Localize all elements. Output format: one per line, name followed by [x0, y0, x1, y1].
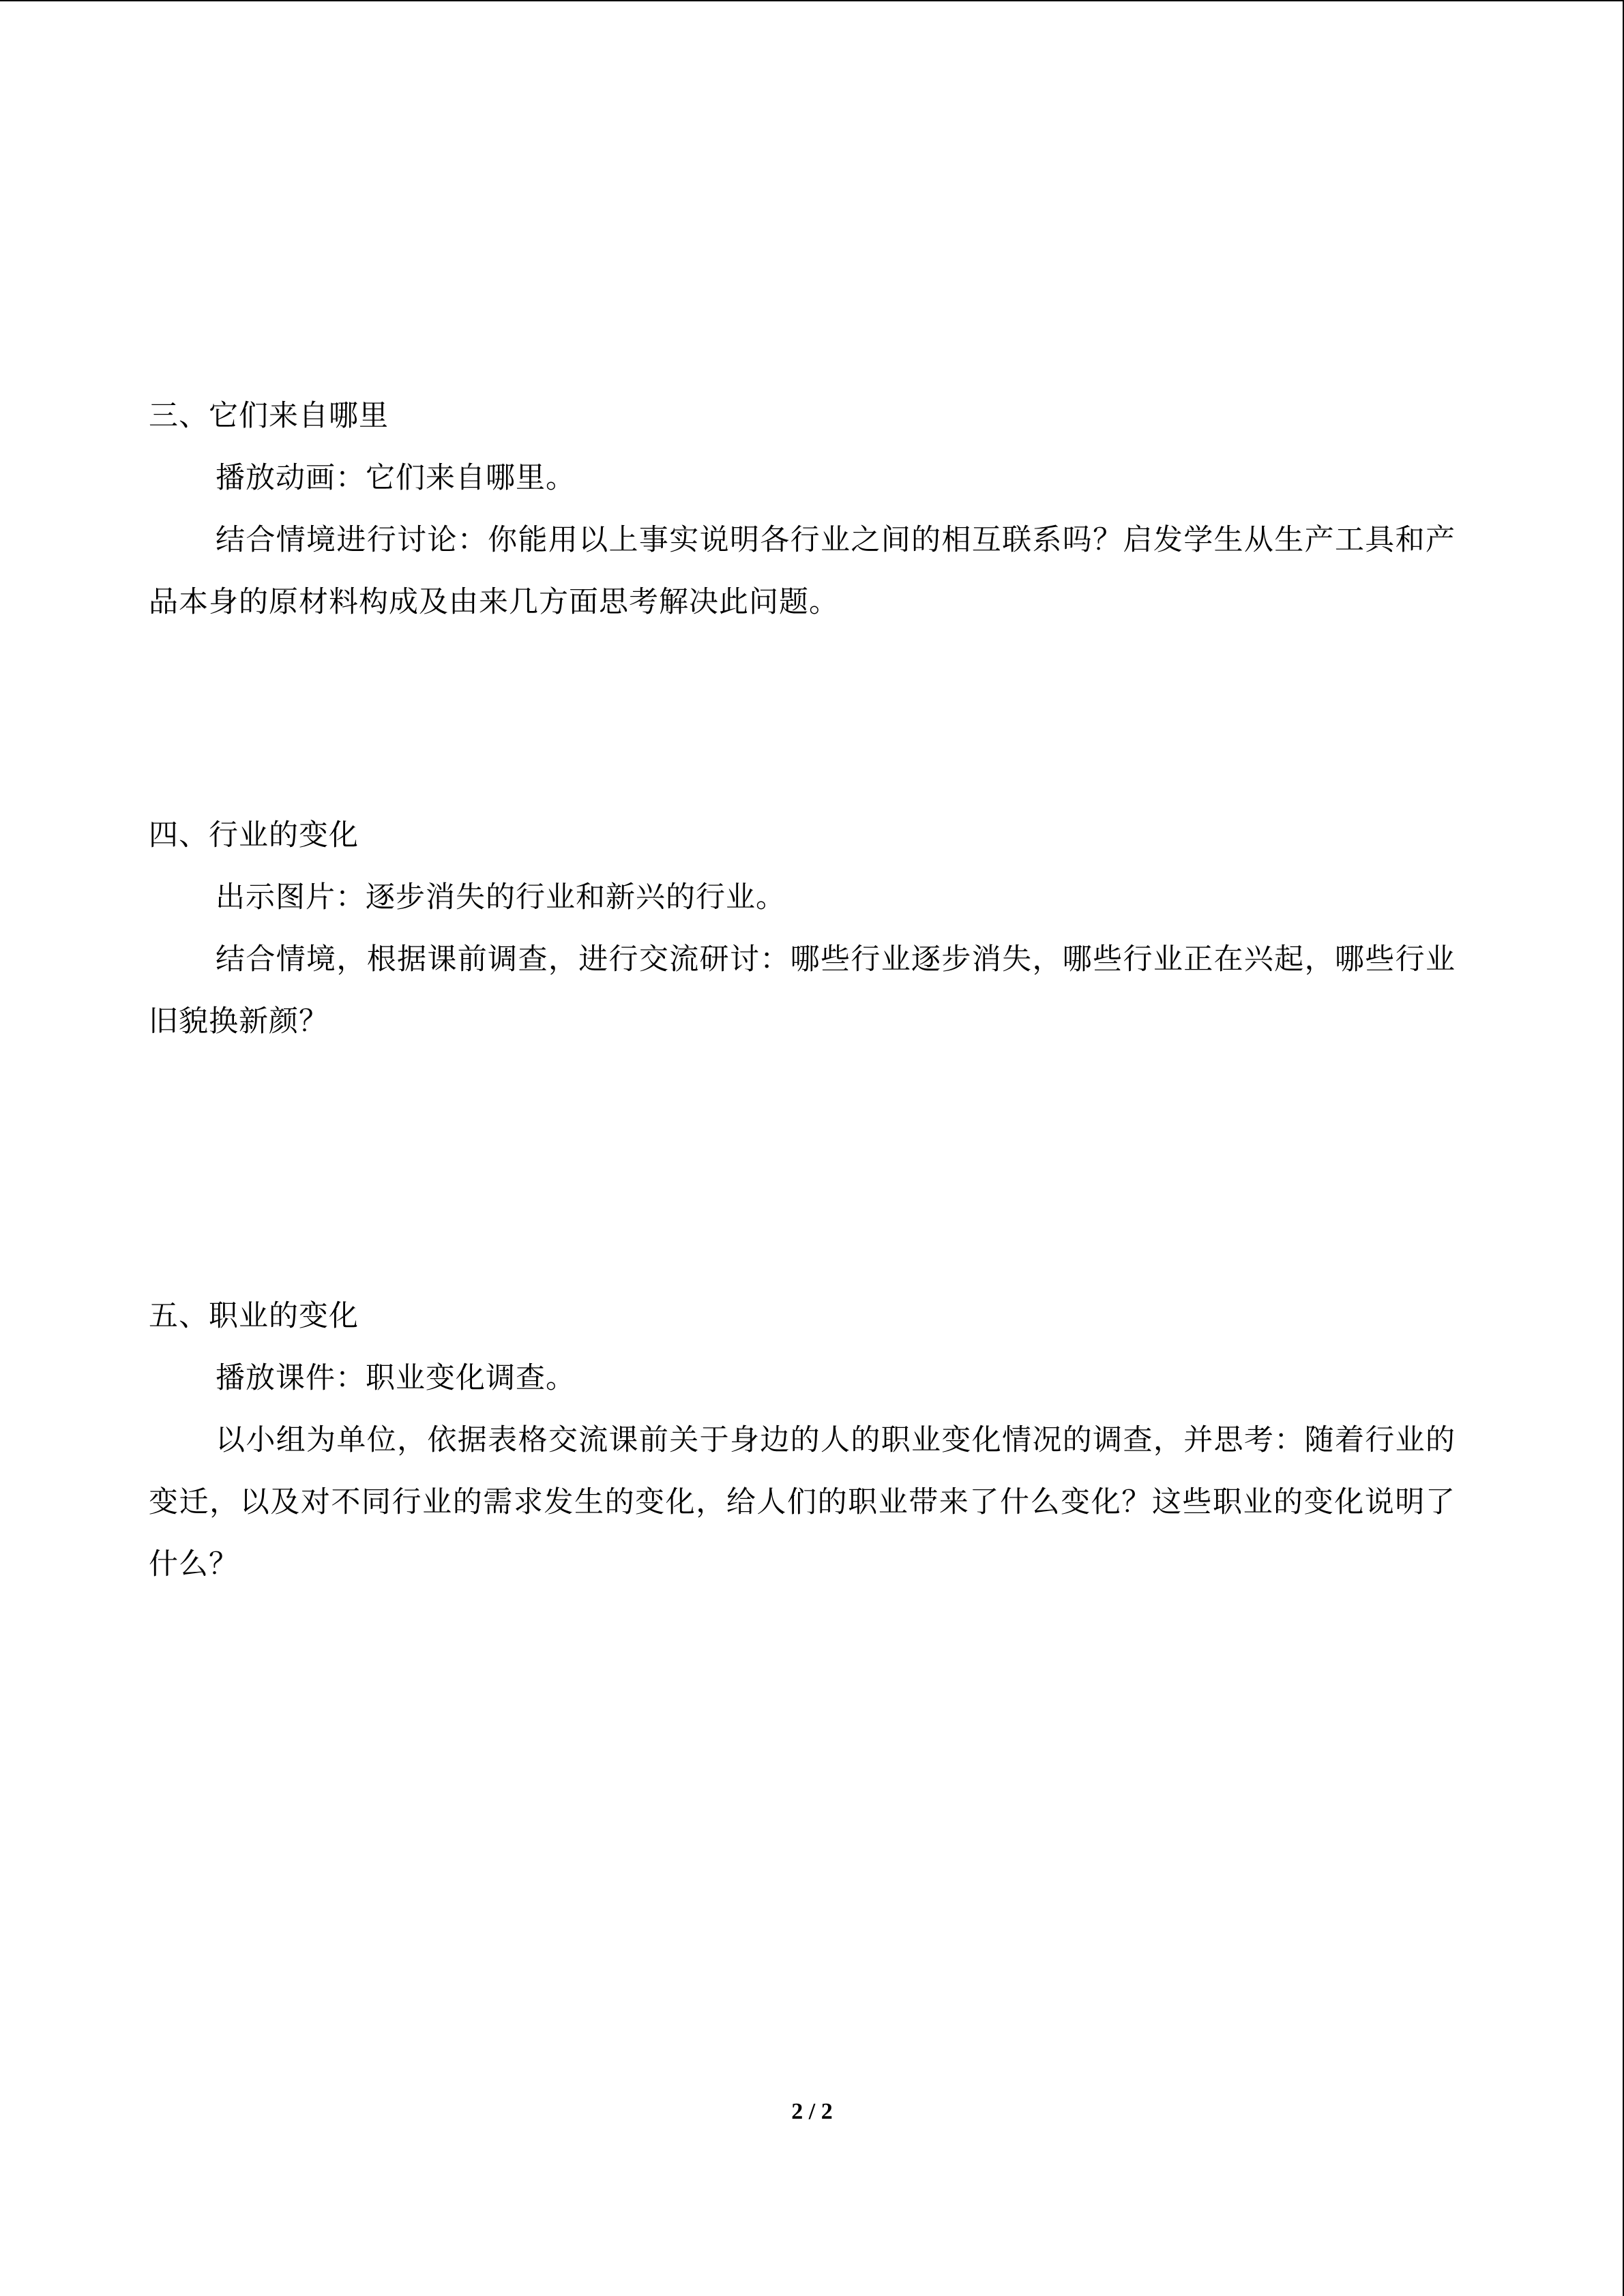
page-number: 2 / 2: [791, 2099, 833, 2124]
section-heading: 五、职业的变化: [149, 1299, 359, 1333]
paragraph: 播放动画：它们来自哪里。: [216, 461, 576, 495]
section-occupation-changes: [149, 1285, 1456, 1596]
section-where-they-come-from: [149, 385, 1456, 633]
section-heading: 三、它们来自哪里: [149, 399, 389, 433]
paragraph: 以小组为单位，依据表格交流课前关于身边的人的职业变化情况的调查，并思考：随着行业的变迁，以及对不同行业的需求发生的变化，给人们的职业带来了什么变化？这些职业的变化说明了什么？: [149, 1423, 1456, 1581]
paragraph: 播放课件：职业变化调查。: [216, 1361, 576, 1395]
paragraph: 出示图片：逐步消失的行业和新兴的行业。: [216, 880, 786, 914]
paragraph: 结合情境进行讨论：你能用以上事实说明各行业之间的相互联系吗？启发学生从生产工具和产品本身的原材料构成及由来几方面思考解决此问题。: [149, 523, 1456, 619]
paragraph: 结合情境，根据课前调查，进行交流研讨：哪些行业逐步消失，哪些行业正在兴起，哪些行业旧貌换新颜？: [149, 942, 1456, 1039]
section-industry-changes: [149, 805, 1456, 1053]
section-heading: 四、行业的变化: [149, 818, 359, 852]
